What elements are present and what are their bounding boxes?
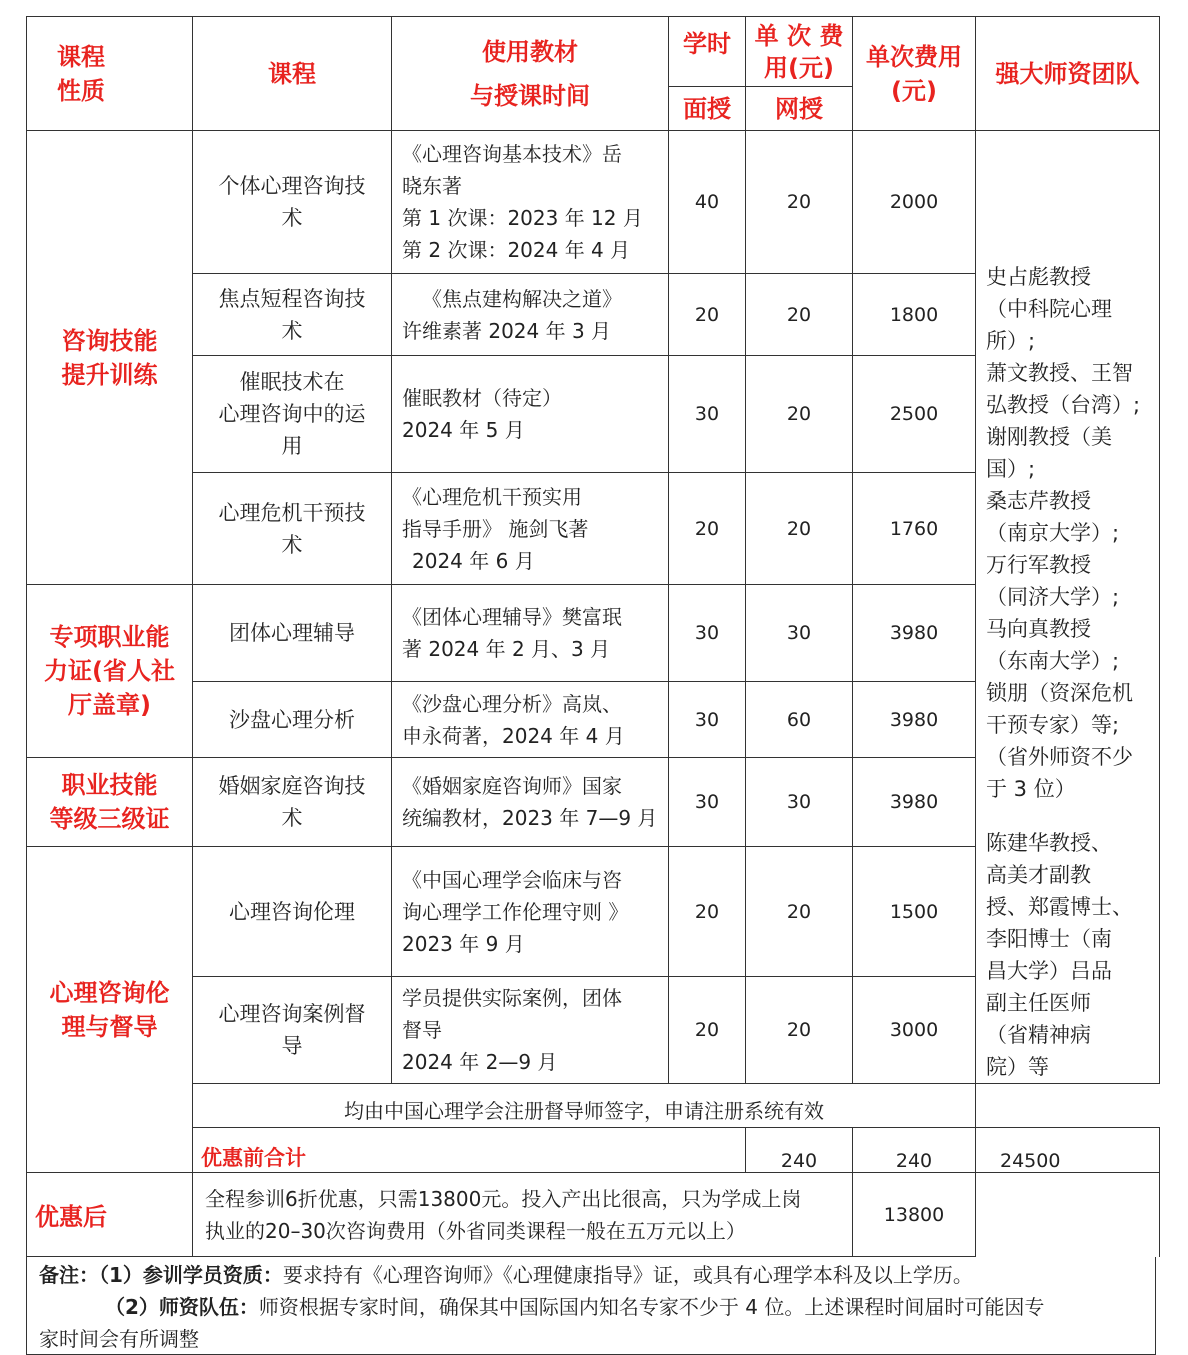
course-book: 《心理危机干预实用 指导手册》 施剑飞著 2024 年 6 月 bbox=[392, 473, 669, 585]
course-fee: 2000 bbox=[853, 131, 976, 274]
teacher-group-2 bbox=[986, 827, 1149, 1083]
course-book: 《心理咨询基本技术》岳 晓东著 第 1 次课：2023 年 12 月 第 2 次课：2024 年 4 月 bbox=[392, 131, 669, 274]
header-single-fee: 单 次 费 用(元) bbox=[746, 17, 853, 87]
course-table-sheet bbox=[26, 16, 1159, 1355]
total-row bbox=[27, 1128, 1160, 1173]
teacher-line: 副主任医师 bbox=[986, 991, 1091, 1015]
course-book: 《团体心理辅导》樊富珉 著 2024 年 2 月、3 月 bbox=[392, 585, 669, 682]
discount-row bbox=[27, 1173, 1160, 1257]
course-book: 《中国心理学会临床与咨 询心理学工作伦理守则 》 2023 年 9 月 bbox=[392, 847, 669, 977]
course-book: 《婚姻家庭咨询师》国家 统编教材，2023 年 7—9 月 bbox=[392, 758, 669, 847]
course-name: 沙盘心理分析 bbox=[193, 682, 392, 758]
category-vocational-certificate: 专项职业能 力证(省人社 厅盖章) bbox=[27, 585, 193, 758]
teacher-line: 陈建华教授、 bbox=[986, 831, 1112, 855]
course-name: 焦点短程咨询技 术 bbox=[193, 274, 392, 356]
discount-text: 全程参训6折优惠，只需13800元。投入产出比很高，只为学成上岗 执业的20–30次咨询费用（外省同类课程一般在五万元以上） bbox=[193, 1173, 853, 1257]
course-fee: 1760 bbox=[853, 473, 976, 585]
teacher-group-1 bbox=[986, 261, 1149, 805]
course-table bbox=[26, 16, 1160, 1257]
teacher-line: 李阳博士（南 bbox=[986, 927, 1112, 951]
online-hours: 30 bbox=[746, 585, 853, 682]
note-teachers: （2）师资队伍：师资根据专家时间，确保其中国际国内知名专家不少于 4 位。上述课程时间届时可能因专 bbox=[105, 1295, 1045, 1319]
teacher-line: 院）等 bbox=[986, 1055, 1049, 1079]
header-course-type: 课程 性质 bbox=[27, 17, 193, 131]
note-qualification: 备注：（1）参训学员资质：要求持有《心理咨询师》《心理健康指导》证，或具有心理学本科及以上学历。 bbox=[39, 1263, 973, 1287]
total-label: 优惠前合计 bbox=[193, 1128, 746, 1173]
teacher-line: 于 3 位） bbox=[986, 777, 1076, 801]
online-hours: 60 bbox=[746, 682, 853, 758]
teacher-line: 谢刚教授（美 bbox=[986, 425, 1112, 449]
course-fee: 1500 bbox=[853, 847, 976, 977]
course-book: 学员提供实际案例，团体 督导 2024 年 2—9 月 bbox=[392, 977, 669, 1084]
teacher-line: 萧文教授、王智 bbox=[986, 361, 1133, 385]
face-hours: 20 bbox=[669, 977, 746, 1084]
header-online: 网授 bbox=[746, 87, 853, 131]
online-hours: 20 bbox=[746, 473, 853, 585]
notes-block bbox=[26, 1257, 1156, 1355]
teacher-line: 锁朋（资深危机 bbox=[986, 681, 1133, 705]
face-hours: 30 bbox=[669, 682, 746, 758]
course-name: 心理咨询案例督 导 bbox=[193, 977, 392, 1084]
header-hours: 学时 bbox=[669, 17, 746, 87]
teacher-line: 授、郑霞博士、 bbox=[986, 895, 1133, 919]
teacher-line: 马向真教授 bbox=[986, 617, 1091, 641]
course-name: 婚姻家庭咨询技 术 bbox=[193, 758, 392, 847]
teacher-line: 昌大学）吕品 bbox=[986, 959, 1112, 983]
teacher-team bbox=[976, 131, 1160, 1084]
supervision-note: 均由中国心理学会注册督导师签字，申请注册系统有效 bbox=[193, 1084, 976, 1128]
course-name: 心理咨询伦理 bbox=[193, 847, 392, 977]
course-book: 催眠教材（待定） 2024 年 5 月 bbox=[392, 356, 669, 473]
course-name: 催眠技术在 心理咨询中的运 用 bbox=[193, 356, 392, 473]
course-fee: 3980 bbox=[853, 758, 976, 847]
header-fee: 单次费用 (元) bbox=[853, 17, 976, 131]
course-fee: 3980 bbox=[853, 682, 976, 758]
course-fee: 3980 bbox=[853, 585, 976, 682]
course-fee: 2500 bbox=[853, 356, 976, 473]
online-hours: 30 bbox=[746, 758, 853, 847]
teacher-line: 国）; bbox=[986, 457, 1036, 481]
discount-fee: 13800 bbox=[853, 1173, 976, 1257]
face-hours: 40 bbox=[669, 131, 746, 274]
course-book: 《沙盘心理分析》高岚、 申永荷著，2024 年 4 月 bbox=[392, 682, 669, 758]
face-hours: 30 bbox=[669, 758, 746, 847]
total-online: 240 bbox=[853, 1128, 976, 1173]
teacher-line: （省精神病 bbox=[986, 1023, 1091, 1047]
header-teachers: 强大师资团队 bbox=[976, 17, 1160, 131]
face-hours: 20 bbox=[669, 847, 746, 977]
teacher-line: 弘教授（台湾）; bbox=[986, 393, 1141, 417]
online-hours: 20 bbox=[746, 977, 853, 1084]
discount-label: 优惠后 bbox=[27, 1173, 193, 1257]
face-hours: 20 bbox=[669, 473, 746, 585]
teacher-line: （东南大学）; bbox=[986, 649, 1120, 673]
course-name: 团体心理辅导 bbox=[193, 585, 392, 682]
online-hours: 20 bbox=[746, 274, 853, 356]
header-row bbox=[27, 17, 1160, 87]
header-course: 课程 bbox=[193, 17, 392, 131]
teacher-line: （中科院心理 bbox=[986, 297, 1112, 321]
table-row bbox=[27, 131, 1160, 274]
category-skill-level: 职业技能 等级三级证 bbox=[27, 758, 193, 847]
category-ethics-supervision: 心理咨询伦 理与督导 bbox=[27, 847, 193, 1173]
teacher-line: （南京大学）; bbox=[986, 521, 1120, 545]
online-hours: 20 bbox=[746, 356, 853, 473]
teacher-line: 高美才副教 bbox=[986, 863, 1091, 887]
category-consulting-skills: 咨询技能 提升训练 bbox=[27, 131, 193, 585]
course-fee: 3000 bbox=[853, 977, 976, 1084]
note-continued: 家时间会有所调整 bbox=[39, 1327, 199, 1351]
course-fee: 1800 bbox=[853, 274, 976, 356]
header-face: 面授 bbox=[669, 87, 746, 131]
total-fee: 24500 bbox=[976, 1128, 1160, 1173]
header-book: 使用教材 与授课时间 bbox=[392, 17, 669, 131]
teacher-line: 桑志芹教授 bbox=[986, 489, 1091, 513]
teacher-line: 史占彪教授 bbox=[986, 265, 1091, 289]
face-hours: 30 bbox=[669, 585, 746, 682]
teacher-line: 所）; bbox=[986, 329, 1036, 353]
course-name: 个体心理咨询技 术 bbox=[193, 131, 392, 274]
face-hours: 30 bbox=[669, 356, 746, 473]
total-face: 240 bbox=[746, 1128, 853, 1173]
teacher-line: （同济大学）; bbox=[986, 585, 1120, 609]
teacher-line: 万行军教授 bbox=[986, 553, 1091, 577]
supervision-note-row bbox=[27, 1084, 1160, 1128]
course-book: 《焦点建构解决之道》 许维素著 2024 年 3 月 bbox=[392, 274, 669, 356]
online-hours: 20 bbox=[746, 131, 853, 274]
face-hours: 20 bbox=[669, 274, 746, 356]
course-name: 心理危机干预技 术 bbox=[193, 473, 392, 585]
online-hours: 20 bbox=[746, 847, 853, 977]
teacher-line: （省外师资不少 bbox=[986, 745, 1133, 769]
teacher-line: 干预专家）等; bbox=[986, 713, 1120, 737]
